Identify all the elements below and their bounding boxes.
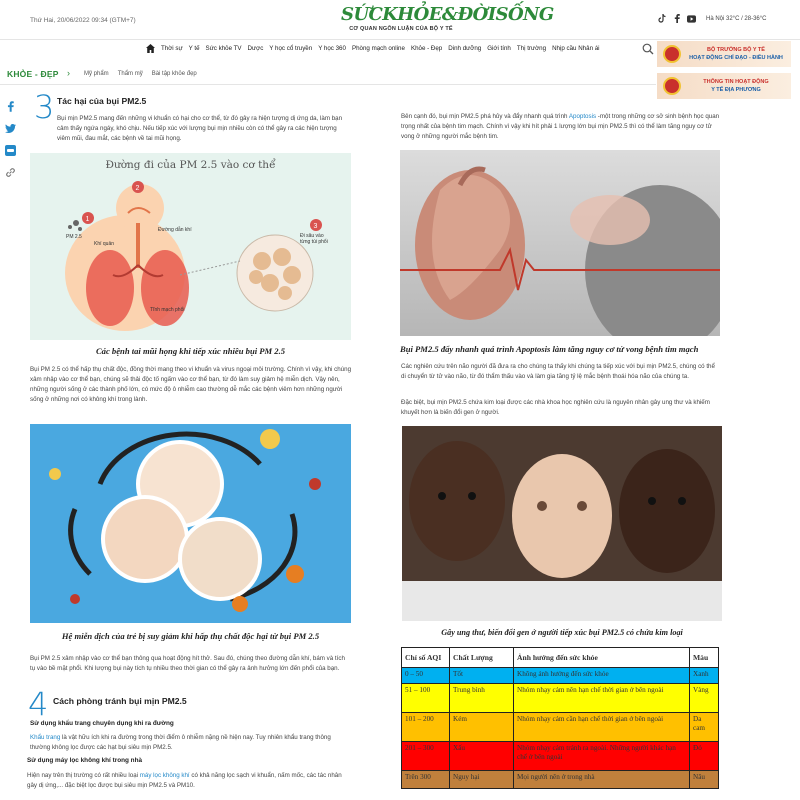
aqi-effect: Không ảnh hưởng đến sức khỏe (514, 668, 690, 684)
table-row (402, 771, 719, 789)
sub-heading: Sử dụng khẩu trang chuyên dụng khi ra đường (30, 720, 174, 727)
main-nav (0, 40, 656, 60)
banner-local-health[interactable] (657, 73, 791, 99)
column-header: Chất Lượng (450, 648, 514, 668)
column-header: Màu (690, 648, 719, 668)
search-icon[interactable] (642, 42, 654, 54)
svg-text:1: 1 (85, 216, 90, 223)
apoptosis-link[interactable]: Apoptosis (568, 113, 597, 120)
nav-item[interactable]: Dược (247, 45, 264, 52)
diagram-label: Tĩnh mạch phổi (150, 307, 185, 313)
air-purifier-link[interactable]: máy lọc không khí (139, 772, 190, 779)
nav-item[interactable]: Phòng mạch online (351, 45, 405, 52)
aqi-quality: Nguy hại (450, 771, 514, 789)
chevron-right-icon: › (67, 68, 70, 78)
aqi-range: 201 – 300 (402, 742, 450, 771)
twitter-share-icon[interactable] (4, 122, 16, 134)
nav-item[interactable]: Dinh dưỡng (448, 45, 482, 52)
aqi-effect: Mọi người nên ở trong nhà (514, 771, 690, 789)
section-subnav (0, 63, 656, 85)
banner-line: BỘ TRƯỞNG BỘ Y TẾ (707, 47, 765, 53)
banner-minister[interactable] (657, 41, 791, 67)
top-bar (0, 0, 800, 40)
home-icon[interactable] (146, 44, 155, 53)
facebook-icon[interactable] (672, 14, 681, 23)
aqi-color: Đỏ (690, 742, 719, 771)
paragraph-text: có khả năng lọc sạch vi khuẩn, nấm mốc, các tác nhân gây dị ứng,... đặc biệt lọc được bụi siêu mịn PM2.5 và PM10. (27, 772, 342, 789)
image-caption: Bụi PM2.5 đẩy nhanh quá trình Apoptosis làm tăng nguy cơ tử vong bệnh tim mạch (400, 344, 699, 354)
current-date: Thứ Hai, 20/06/2022 09:34 (GTM+7) (30, 17, 136, 24)
logo-tagline: CƠ QUAN NGÔN LUẬN CỦA BỘ Y TẾ (349, 26, 453, 32)
paragraph (27, 771, 351, 791)
section-heading: Cách phòng tránh bụi mịn PM2.5 (53, 696, 187, 706)
aqi-effect: Nhóm nhạy cảm nên hạn chế thời gian ở bên ngoài (514, 684, 690, 713)
nav-item[interactable]: Y học cổ truyền (269, 45, 313, 52)
paragraph: Các nghiên cứu trên não người đã đưa ra cho chúng ta thấy khi chúng ta tiếp xúc với bụi mịn PM2.5, chúng có thể di chuyển từ tử vào não, từ đó thẩm thấu vào và làm gia tăng tỷ lệ mắc bệnh thoái hóa não của chúng ta. (401, 363, 715, 380)
paragraph: Bụi mịn PM2.5 mang đến những vi khuẩn có hại cho cơ thể, từ đó gây ra hiện tượng dị ứng da, làm bạn cảm thấy ngứa ngáy, khó chịu. Nếu tiếp xúc với lượng bụi mịn nhiều còn có thể gây ra các hiện tượng viêm mũi, đau mắt, các bệnh về tai mũi họng. (57, 115, 343, 142)
aqi-effect: Nhóm nhạy cảm tránh ra ngoài. Những người khác hạn chế ở bên ngoài (514, 742, 690, 771)
banner-line: THÔNG TIN HOẠT ĐỘNG (703, 79, 769, 85)
aqi-color: Xanh (690, 668, 719, 684)
paragraph (30, 733, 351, 753)
children-photo (402, 426, 722, 621)
zalo-share-icon[interactable] (4, 144, 16, 156)
section-heading: Tác hại của bụi PM2.5 (57, 96, 147, 106)
section-number: 4 (28, 685, 49, 723)
image-caption: Các bệnh tai mũi họng khi tiếp xúc nhiều bụi PM 2.5 (95, 346, 286, 356)
aqi-effect: Nhóm nhạy cảm cần hạn chế thời gian ở bên ngoài (514, 713, 690, 742)
emblem-icon (663, 77, 681, 95)
aqi-color: Vàng (690, 684, 719, 713)
svg-text:2: 2 (135, 185, 140, 192)
link-share-icon[interactable] (4, 166, 16, 178)
banner-line: Y TẾ ĐỊA PHƯƠNG (711, 87, 761, 93)
aqi-quality: Kém (450, 713, 514, 742)
table-row (402, 684, 719, 713)
nav-item[interactable]: Thời sự (161, 45, 183, 52)
paragraph-text: -một trong những cơ sở sinh bệnh học quan trọng nhất của bệnh tim mạch. Chính vì vậy khi hít phải 1 lượng lớn bụi mịn PM2.5 thì có thể làm tăng nguy cơ tử vong ở những người mắc bệnh tim. (401, 113, 720, 140)
paragraph: Bụi PM 2.5 có thể hấp thụ chất độc, đồng thời mang theo vi khuẩn và virus ngoại môi trường. Chính vì vậy, khi chúng xâm nhập vào cơ thể bạn, chúng sẽ thải độc tố ngấm vào cơ thể bạn, từ đó làm suy giảm hệ miễn dịch. Vậy nên, những người sống ở các thành phố lớn, có mức độ ô nhiễm cao thường dễ mắc các bệnh viêm hơn những người sống ở những nơi có không khí trong lành. (30, 366, 352, 403)
section-number: 3 (34, 88, 55, 126)
nav-item[interactable]: Y học 360 (318, 45, 346, 52)
aqi-quality: Xấu (450, 742, 514, 771)
nav-item[interactable]: Nhịp cầu Nhân ái (552, 45, 600, 52)
column-header: Chỉ số AQI (402, 648, 450, 668)
nav-item[interactable]: Khỏe - Đẹp (410, 45, 443, 52)
subnav-link[interactable]: Mỹ phẩm (84, 71, 109, 77)
paragraph: Đặc biệt, bụi mịn PM2.5 chứa kim loại được các nhà khoa học nghiên cứu là nguyên nhân gây ung thư và khiếm khuyết hơn là biến đổi gen ở người. (401, 399, 710, 416)
social-links (657, 14, 696, 23)
facebook-share-icon[interactable] (4, 100, 16, 112)
table-header-row (402, 648, 719, 668)
diagram-label: Khí quản (94, 241, 115, 247)
tiktok-icon[interactable] (657, 14, 666, 23)
subnav-link[interactable]: Thẩm mỹ (117, 71, 143, 77)
banner-line: HOẠT ĐỘNG CHỈ ĐẠO - ĐIỀU HÀNH (689, 55, 783, 61)
aqi-table (401, 647, 719, 789)
section-title[interactable]: KHỎE - ĐẸP (7, 69, 59, 79)
paragraph-text: là vật hữu ích khi ra đường trong thời điểm ô nhiễm nặng nề hiện nay. Tuy nhiên khẩu trang thông thường không lọc được các hạt bụi siêu mịn PM2.5. (30, 734, 331, 751)
paragraph: Bụi PM 2.5 xâm nhập vào cơ thể bạn thông qua hoạt động hít thở. Sau đó, chúng theo đường dẫn khí, bám và tích tụ vào bề mặt phổi. Khi lượng bụi này tích tụ nhiều theo thời gian có thể gây ra ảnh hưởng lớn đến phổi của bạn. (30, 655, 345, 672)
paragraph-text: Hiện nay trên thị trường có rất nhiều loại (27, 772, 140, 779)
weather-widget: Hà Nội 32°C / 28-36°C (706, 16, 767, 22)
image-caption: Hệ miễn dịch của trẻ bị suy giảm khi hấp thụ chất độc hại từ bụi PM 2.5 (61, 631, 320, 641)
site-logo[interactable] (341, 4, 554, 32)
diagram-label: Đường dẫn khí (158, 227, 192, 233)
immune-system-illustration (30, 424, 351, 623)
image-caption: Gây ung thư, biến đổi gen ở người tiếp xúc bụi PM2.5 có chứa kim loại (441, 628, 683, 637)
nav-item[interactable]: Thị trường (516, 45, 547, 52)
share-rail (4, 100, 18, 188)
aqi-range: Trên 300 (402, 771, 450, 789)
svg-text:3: 3 (313, 223, 318, 230)
sub-heading: Sử dụng máy lọc không khí trong nhà (27, 757, 143, 764)
pm25-pathway-diagram (30, 153, 351, 340)
paragraph-text: Bên cạnh đó, bụi mịn PM2.5 phá hủy và đẩy nhanh quá trình (401, 113, 569, 120)
aqi-quality: Tốt (450, 668, 514, 684)
nav-item[interactable]: Giới tính (487, 45, 511, 52)
youtube-icon[interactable] (687, 14, 696, 23)
khau-trang-link[interactable]: Khẩu trang (30, 734, 61, 741)
aqi-quality: Trung bình (450, 684, 514, 713)
logo-text: SỨCKHỎE&ĐỜISỐNG (341, 4, 554, 25)
table-row (402, 668, 719, 684)
aqi-range: 101 – 200 (402, 713, 450, 742)
aqi-range: 51 – 100 (402, 684, 450, 713)
nav-item[interactable]: Y tế (188, 45, 200, 52)
table-row (402, 713, 719, 742)
aqi-range: 0 – 50 (402, 668, 450, 684)
diagram-title: Đường đi của PM 2.5 vào cơ thể (105, 159, 276, 171)
aqi-color: Da cam (690, 713, 719, 742)
emblem-icon (663, 45, 681, 63)
table-row (402, 742, 719, 771)
aqi-color: Nâu (690, 771, 719, 789)
heart-attack-photo (400, 150, 720, 336)
subnav-link[interactable]: Bài tập khỏe đẹp (151, 71, 197, 77)
paragraph (401, 112, 721, 142)
column-header: Ảnh hưởng đến sức khỏe (514, 648, 690, 668)
diagram-label: PM 2.5 (66, 234, 82, 240)
nav-item[interactable]: Sức khỏe TV (205, 45, 242, 52)
diagram-label: Đi sâu vào từng túi phổi (300, 233, 328, 245)
